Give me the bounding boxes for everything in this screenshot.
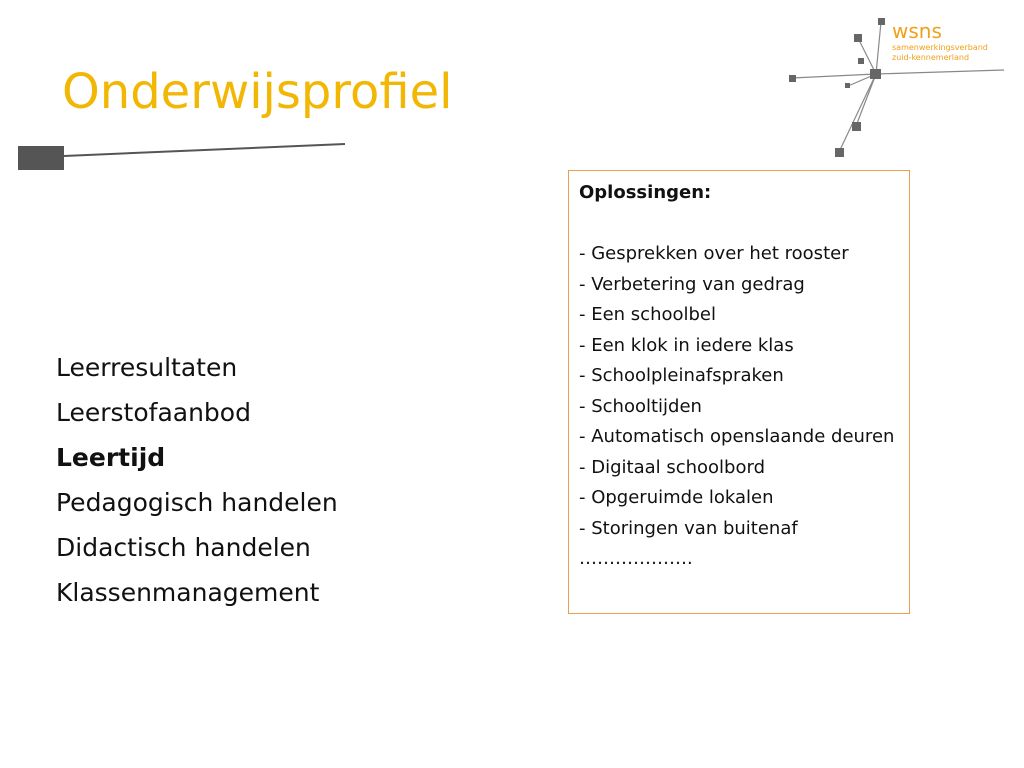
topic-item-highlighted: Leertijd <box>56 443 166 472</box>
topic-item: Leerstofaanbod <box>56 398 251 427</box>
solution-item: - Automatisch openslaande deuren <box>579 426 895 447</box>
slide-title: Onderwijsprofiel <box>62 64 453 120</box>
topic-list <box>56 345 338 615</box>
solution-item: - Storingen van buitenaf <box>579 517 798 539</box>
solution-item: - Schoolpleinafspraken <box>579 365 784 386</box>
solution-item: - Een klok in iedere klas <box>579 334 794 356</box>
solutions-box <box>568 170 910 614</box>
solution-item: - Opgeruimde lokalen <box>579 487 774 508</box>
solution-item: - Gesprekken over het rooster <box>579 243 849 264</box>
wsns-logo <box>784 14 1014 164</box>
solution-item: - Digitaal schoolbord <box>579 456 766 478</box>
topic-item: Leerresultaten <box>56 353 238 382</box>
logo-wordmark: wsns <box>892 19 942 43</box>
topic-item: Pedagogisch handelen <box>56 488 338 517</box>
topic-item: Klassenmanagement <box>56 578 320 607</box>
solutions-heading: Oplossingen: <box>579 182 712 203</box>
title-underline-decoration <box>18 138 358 178</box>
topic-item: Didactisch handelen <box>56 533 311 562</box>
logo-subtitle-line2: zuid-kennemerland <box>892 53 970 62</box>
solutions-list <box>579 239 899 575</box>
solution-item: - Een schoolbel <box>579 304 717 325</box>
solution-item: - Schooltijden <box>579 395 702 417</box>
solution-item-ellipsis: ………………. <box>579 548 693 569</box>
logo-subtitle-line1: samenwerkingsverband <box>892 43 988 52</box>
solution-item: - Verbetering van gedrag <box>579 273 805 295</box>
